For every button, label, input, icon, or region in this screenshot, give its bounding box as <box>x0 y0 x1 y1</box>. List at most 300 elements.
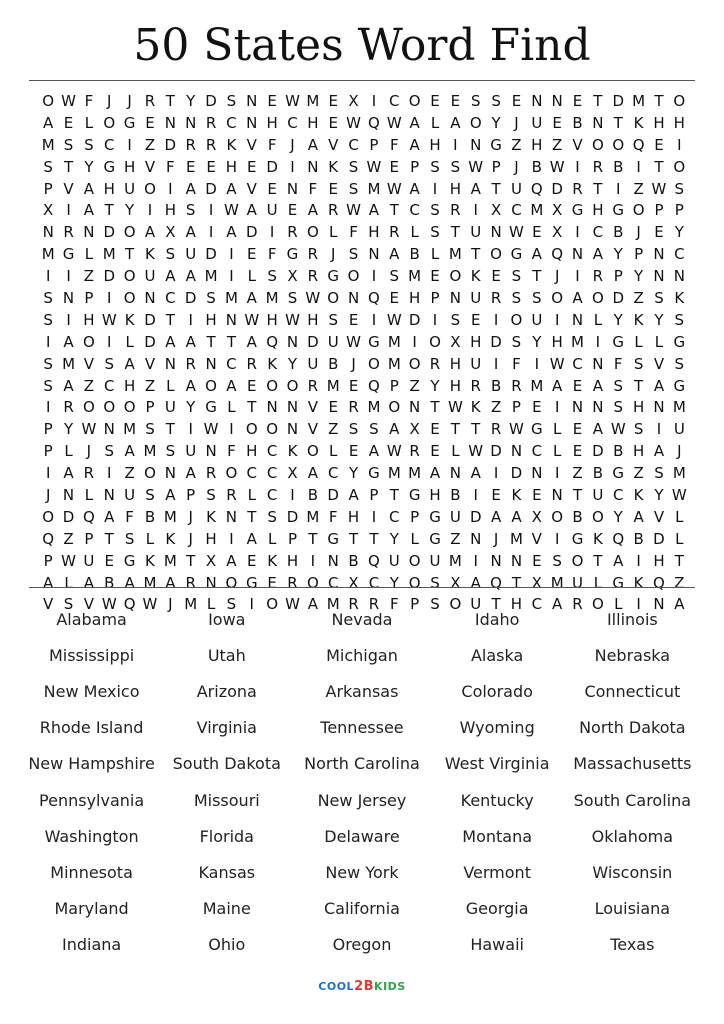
grid-letter: P <box>634 245 644 264</box>
grid-letter: I <box>493 464 499 483</box>
grid-letter: I <box>473 201 478 220</box>
grid-letter: F <box>308 179 318 198</box>
grid-letter: C <box>266 442 278 461</box>
grid-letter: V <box>653 507 665 526</box>
grid-letter: T <box>389 485 399 504</box>
grid-letter: E <box>348 310 359 329</box>
grid-letter: B <box>450 485 461 504</box>
top-divider <box>29 80 695 81</box>
grid-letter: R <box>287 223 298 242</box>
grid-letter: C <box>327 573 339 592</box>
word-list-item: Mississippi <box>48 645 135 665</box>
word-list-item: Wyoming <box>459 718 535 738</box>
grid-letter: M <box>672 398 686 417</box>
grid-row <box>38 90 690 112</box>
grid-letter: A <box>83 201 95 220</box>
grid-letter: T <box>572 485 583 504</box>
grid-letter: Q <box>368 376 380 395</box>
grid-letter: H <box>551 332 563 351</box>
word-list-item: New York <box>325 862 399 882</box>
grid-letter: N <box>490 223 502 242</box>
grid-letter: O <box>286 376 299 395</box>
grid-letter: O <box>408 573 421 592</box>
grid-letter: E <box>267 179 277 198</box>
grid-letter: Y <box>186 91 196 110</box>
grid-letter: I <box>310 551 316 570</box>
grid-letter: T <box>532 267 542 286</box>
grid-letter: W <box>509 223 524 242</box>
grid-letter: I <box>656 420 662 439</box>
grid-letter: W <box>386 310 402 329</box>
grid-row <box>38 331 690 353</box>
word-list-item: New Hampshire <box>28 754 155 774</box>
grid-letter: C <box>327 464 339 483</box>
grid-letter: S <box>348 245 359 264</box>
grid-letter: W <box>223 201 239 220</box>
grid-letter: I <box>45 332 51 351</box>
grid-letter: E <box>532 398 542 417</box>
grid-letter: P <box>410 595 420 614</box>
grid-letter: Z <box>144 376 156 395</box>
grid-letter: L <box>451 442 460 461</box>
grid-letter: N <box>286 398 299 417</box>
grid-letter: F <box>512 354 521 373</box>
grid-letter: A <box>185 376 196 395</box>
grid-letter: J <box>636 223 641 242</box>
grid-letter: W <box>101 310 117 329</box>
grid-letter: Z <box>83 376 95 395</box>
grid-letter: Z <box>511 135 522 154</box>
grid-letter: Y <box>287 354 298 373</box>
word-list-item: Nebraska <box>594 645 671 665</box>
grid-letter: Y <box>186 398 196 417</box>
grid-letter: X <box>552 223 563 242</box>
word-list-row <box>24 854 700 890</box>
grid-letter: I <box>493 310 499 329</box>
word-list-item: Ohio <box>208 935 246 955</box>
grid-letter: H <box>673 113 685 132</box>
grid-letter: Y <box>634 267 644 286</box>
grid-letter: P <box>287 529 298 548</box>
grid-letter: O <box>490 245 502 264</box>
grid-letter: K <box>165 529 176 548</box>
grid-letter: H <box>429 485 441 504</box>
grid-letter: A <box>633 507 644 526</box>
grid-letter: V <box>572 135 583 154</box>
grid-letter: I <box>493 354 499 373</box>
grid-letter: L <box>166 376 175 395</box>
word-list-item: Alaska <box>470 645 524 665</box>
grid-letter: L <box>84 245 94 264</box>
grid-letter: S <box>84 135 94 154</box>
grid-letter: A <box>653 376 665 395</box>
grid-letter: G <box>327 267 340 286</box>
grid-letter: O <box>551 507 564 526</box>
grid-letter: D <box>62 507 75 526</box>
grid-letter: Z <box>124 464 135 483</box>
grid-letter: U <box>124 179 136 198</box>
grid-letter: K <box>267 354 278 373</box>
grid-letter: O <box>408 354 421 373</box>
word-list-item: California <box>323 899 400 919</box>
grid-letter: G <box>612 464 625 483</box>
grid-letter: A <box>83 573 95 592</box>
grid-letter: T <box>125 245 135 264</box>
grid-letter: S <box>267 507 277 526</box>
word-list-item: Texas <box>610 935 655 955</box>
grid-letter: K <box>287 442 298 461</box>
grid-letter: E <box>247 245 257 264</box>
grid-letter: N <box>551 485 563 504</box>
grid-letter: W <box>671 485 687 504</box>
grid-letter: A <box>307 464 318 483</box>
grid-letter: B <box>328 354 339 373</box>
grid-letter: S <box>633 354 644 373</box>
grid-letter: I <box>45 398 51 417</box>
word-list-item: New Jersey <box>317 790 407 810</box>
grid-letter: I <box>208 201 214 220</box>
grid-letter: C <box>592 223 604 242</box>
grid-letter: O <box>327 288 340 307</box>
grid-letter: L <box>64 442 73 461</box>
grid-letter: A <box>226 376 237 395</box>
grid-letter: U <box>531 310 543 329</box>
grid-letter: B <box>613 223 624 242</box>
grid-letter: A <box>185 332 196 351</box>
grid-letter: E <box>348 442 359 461</box>
grid-letter: N <box>103 485 115 504</box>
grid-letter: V <box>83 354 95 373</box>
grid-letter: A <box>592 420 604 439</box>
grid-letter: M <box>367 398 381 417</box>
grid-letter: M <box>672 464 686 483</box>
grid-letter: M <box>184 595 198 614</box>
grid-letter: T <box>511 573 522 592</box>
grid-row <box>38 440 690 462</box>
grid-letter: R <box>144 91 156 110</box>
word-list-item: Delaware <box>324 826 400 846</box>
grid-letter: F <box>389 595 399 614</box>
grid-letter: E <box>63 113 74 132</box>
grid-letter: S <box>43 376 53 395</box>
grid-letter: C <box>104 135 115 154</box>
grid-letter: V <box>246 179 257 198</box>
grid-letter: C <box>613 485 624 504</box>
grid-letter: A <box>246 332 257 351</box>
grid-letter: N <box>470 529 482 548</box>
grid-letter: V <box>328 135 339 154</box>
word-list-row <box>24 818 700 854</box>
grid-letter: W <box>244 310 260 329</box>
word-list-row <box>24 710 700 746</box>
grid-letter: K <box>206 507 216 526</box>
grid-letter: T <box>593 551 603 570</box>
grid-letter: O <box>123 223 136 242</box>
grid-letter: N <box>225 310 238 329</box>
grid-letter: U <box>470 288 482 307</box>
grid-letter: H <box>368 223 380 242</box>
grid-letter: T <box>165 420 175 439</box>
grid-letter: I <box>473 551 478 570</box>
grid-letter: C <box>389 507 400 526</box>
word-list-item: Missouri <box>193 790 260 810</box>
grid-letter: A <box>307 201 318 220</box>
grid-letter: C <box>368 573 380 592</box>
grid-letter: K <box>124 310 135 329</box>
grid-letter: O <box>388 398 401 417</box>
grid-letter: R <box>470 376 481 395</box>
grid-letter: G <box>62 245 75 264</box>
grid-letter: N <box>531 91 543 110</box>
grid-letter: P <box>43 442 53 461</box>
grid-letter: T <box>165 310 175 329</box>
grid-letter: O <box>245 420 258 439</box>
grid-letter: A <box>409 113 420 132</box>
grid-letter: J <box>554 267 560 286</box>
grid-letter: J <box>168 595 173 614</box>
grid-letter: S <box>430 223 440 242</box>
grid-letter: S <box>430 573 440 592</box>
grid-letter: O <box>306 223 319 242</box>
grid-letter: G <box>408 485 421 504</box>
grid-letter: W <box>549 157 565 176</box>
grid-letter: Z <box>409 376 420 395</box>
grid-letter: I <box>229 420 234 439</box>
word-list-item: Arizona <box>196 681 257 701</box>
grid-letter: O <box>449 595 462 614</box>
grid-row <box>38 375 690 397</box>
grid-letter: H <box>531 135 543 154</box>
grid-letter: E <box>572 91 583 110</box>
grid-letter: O <box>42 507 55 526</box>
grid-letter: D <box>205 245 217 264</box>
grid-letter: G <box>368 464 380 483</box>
grid-letter: K <box>470 398 481 417</box>
grid-letter: P <box>430 288 440 307</box>
grid-letter: O <box>673 91 686 110</box>
grid-letter: Q <box>266 332 279 351</box>
grid-letter: I <box>371 267 377 286</box>
grid-letter: W <box>285 595 300 614</box>
grid-letter: X <box>348 573 359 592</box>
word-list-item: Indiana <box>61 935 122 955</box>
grid-letter: N <box>592 113 604 132</box>
grid-letter: A <box>43 113 54 132</box>
word-list-item: Oregon <box>332 935 392 955</box>
grid-letter: U <box>164 398 176 417</box>
grid-letter: Y <box>532 332 542 351</box>
grid-letter: Y <box>125 201 135 220</box>
grid-letter: G <box>530 420 543 439</box>
grid-letter: C <box>246 464 258 483</box>
word-list-item: Kentucky <box>460 790 534 810</box>
grid-letter: B <box>531 157 542 176</box>
grid-letter: J <box>86 442 92 461</box>
grid-letter: T <box>430 398 440 417</box>
grid-letter: Y <box>654 310 664 329</box>
grid-letter: T <box>63 157 74 176</box>
grid-letter: I <box>168 179 173 198</box>
grid-letter: L <box>227 398 236 417</box>
grid-letter: E <box>185 157 196 176</box>
grid-letter: O <box>144 179 156 198</box>
grid-letter: O <box>42 91 55 110</box>
grid-letter: I <box>636 595 641 614</box>
grid-letter: E <box>430 267 440 286</box>
grid-letter: L <box>634 332 643 351</box>
grid-letter: R <box>307 376 319 395</box>
grid-letter: W <box>305 288 321 307</box>
grid-letter: A <box>368 442 380 461</box>
grid-letter: H <box>103 179 115 198</box>
grid-letter: W <box>285 310 300 329</box>
grid-letter: S <box>287 288 298 307</box>
grid-letter: G <box>673 376 686 395</box>
grid-letter: A <box>246 201 257 220</box>
grid-letter: T <box>491 179 501 198</box>
grid-letter: S <box>165 442 176 461</box>
grid-letter: Q <box>368 551 380 570</box>
grid-letter: I <box>107 288 112 307</box>
grid-letter: D <box>551 179 563 198</box>
grid-letter: M <box>163 507 177 526</box>
grid-letter: M <box>62 354 76 373</box>
word-list-item: Nevada <box>331 609 393 629</box>
grid-letter: A <box>83 179 95 198</box>
grid-letter: N <box>449 288 461 307</box>
grid-letter: A <box>144 223 156 242</box>
grid-letter: A <box>185 464 196 483</box>
grid-letter: J <box>290 135 295 154</box>
grid-letter: A <box>674 595 685 614</box>
grid-letter: N <box>246 113 258 132</box>
grid-letter: T <box>104 529 114 548</box>
grid-letter: N <box>164 354 176 373</box>
grid-letter: H <box>205 310 217 329</box>
grid-letter: Y <box>491 113 501 132</box>
grid-letter: G <box>368 332 380 351</box>
grid-letter: L <box>206 595 216 614</box>
grid-letter: J <box>514 113 519 132</box>
grid-letter: E <box>287 201 298 220</box>
grid-letter: D <box>612 91 625 110</box>
grid-letter: U <box>449 507 461 526</box>
grid-letter: X <box>165 223 176 242</box>
grid-letter: O <box>591 288 604 307</box>
grid-letter: P <box>84 529 94 548</box>
grid-letter: L <box>430 113 440 132</box>
grid-letter: M <box>102 245 116 264</box>
grid-letter: L <box>614 595 623 614</box>
word-list-item: Vermont <box>463 862 531 882</box>
letter-grid <box>38 90 690 615</box>
grid-letter: C <box>348 135 359 154</box>
grid-letter: S <box>43 288 53 307</box>
grid-letter: J <box>677 442 682 461</box>
word-list-row <box>24 673 700 709</box>
grid-letter: P <box>186 485 196 504</box>
grid-letter: U <box>592 485 604 504</box>
grid-letter: S <box>185 201 196 220</box>
grid-letter: A <box>165 573 176 592</box>
grid-letter: E <box>430 91 440 110</box>
grid-letter: O <box>306 442 319 461</box>
grid-letter: A <box>429 464 441 483</box>
grid-letter: X <box>531 507 542 526</box>
grid-letter: I <box>208 223 214 242</box>
grid-letter: H <box>510 595 523 614</box>
grid-letter: L <box>247 485 256 504</box>
grid-letter: W <box>366 157 382 176</box>
grid-letter: A <box>226 551 237 570</box>
grid-letter: H <box>429 135 441 154</box>
grid-letter: M <box>143 573 157 592</box>
grid-letter: M <box>265 288 279 307</box>
grid-letter: M <box>408 464 422 483</box>
grid-letter: U <box>470 595 482 614</box>
grid-letter: H <box>123 376 136 395</box>
grid-letter: C <box>389 91 400 110</box>
grid-letter: C <box>104 376 115 395</box>
grid-letter: S <box>165 245 176 264</box>
grid-letter: S <box>532 288 542 307</box>
grid-letter: D <box>144 332 156 351</box>
grid-letter: R <box>63 223 74 242</box>
grid-letter: W <box>203 420 219 439</box>
grid-letter: E <box>491 267 501 286</box>
grid-letter: S <box>470 91 481 110</box>
grid-letter: L <box>675 507 684 526</box>
grid-letter: V <box>83 595 95 614</box>
grid-letter: I <box>575 223 580 242</box>
word-list-item: Connecticut <box>584 681 681 701</box>
grid-letter: A <box>185 267 196 286</box>
grid-letter: T <box>593 179 603 198</box>
grid-letter: E <box>267 91 277 110</box>
grid-letter: L <box>329 223 338 242</box>
grid-letter: X <box>348 91 359 110</box>
grid-letter: X <box>409 420 420 439</box>
grid-letter: H <box>632 442 645 461</box>
grid-letter: O <box>103 113 116 132</box>
grid-letter: V <box>144 354 156 373</box>
grid-letter: C <box>531 595 543 614</box>
grid-letter: S <box>450 310 461 329</box>
grid-letter: T <box>450 420 460 439</box>
grid-letter: U <box>388 551 400 570</box>
grid-letter: L <box>84 485 94 504</box>
grid-letter: A <box>124 573 135 592</box>
grid-letter: M <box>306 507 320 526</box>
grid-letter: O <box>347 267 360 286</box>
grid-letter: P <box>43 551 53 570</box>
grid-letter: P <box>491 157 501 176</box>
grid-letter: Z <box>552 135 563 154</box>
grid-letter: N <box>205 354 217 373</box>
grid-letter: Z <box>633 288 644 307</box>
grid-row <box>38 309 690 331</box>
grid-letter: I <box>554 310 560 329</box>
grid-letter: L <box>84 113 94 132</box>
grid-letter: A <box>552 376 563 395</box>
grid-letter: B <box>348 551 359 570</box>
grid-letter: R <box>368 595 380 614</box>
grid-row <box>38 396 690 418</box>
word-list-item: Iowa <box>208 609 246 629</box>
grid-letter: X <box>450 332 461 351</box>
grid-letter: E <box>532 551 542 570</box>
grid-letter: D <box>327 485 339 504</box>
